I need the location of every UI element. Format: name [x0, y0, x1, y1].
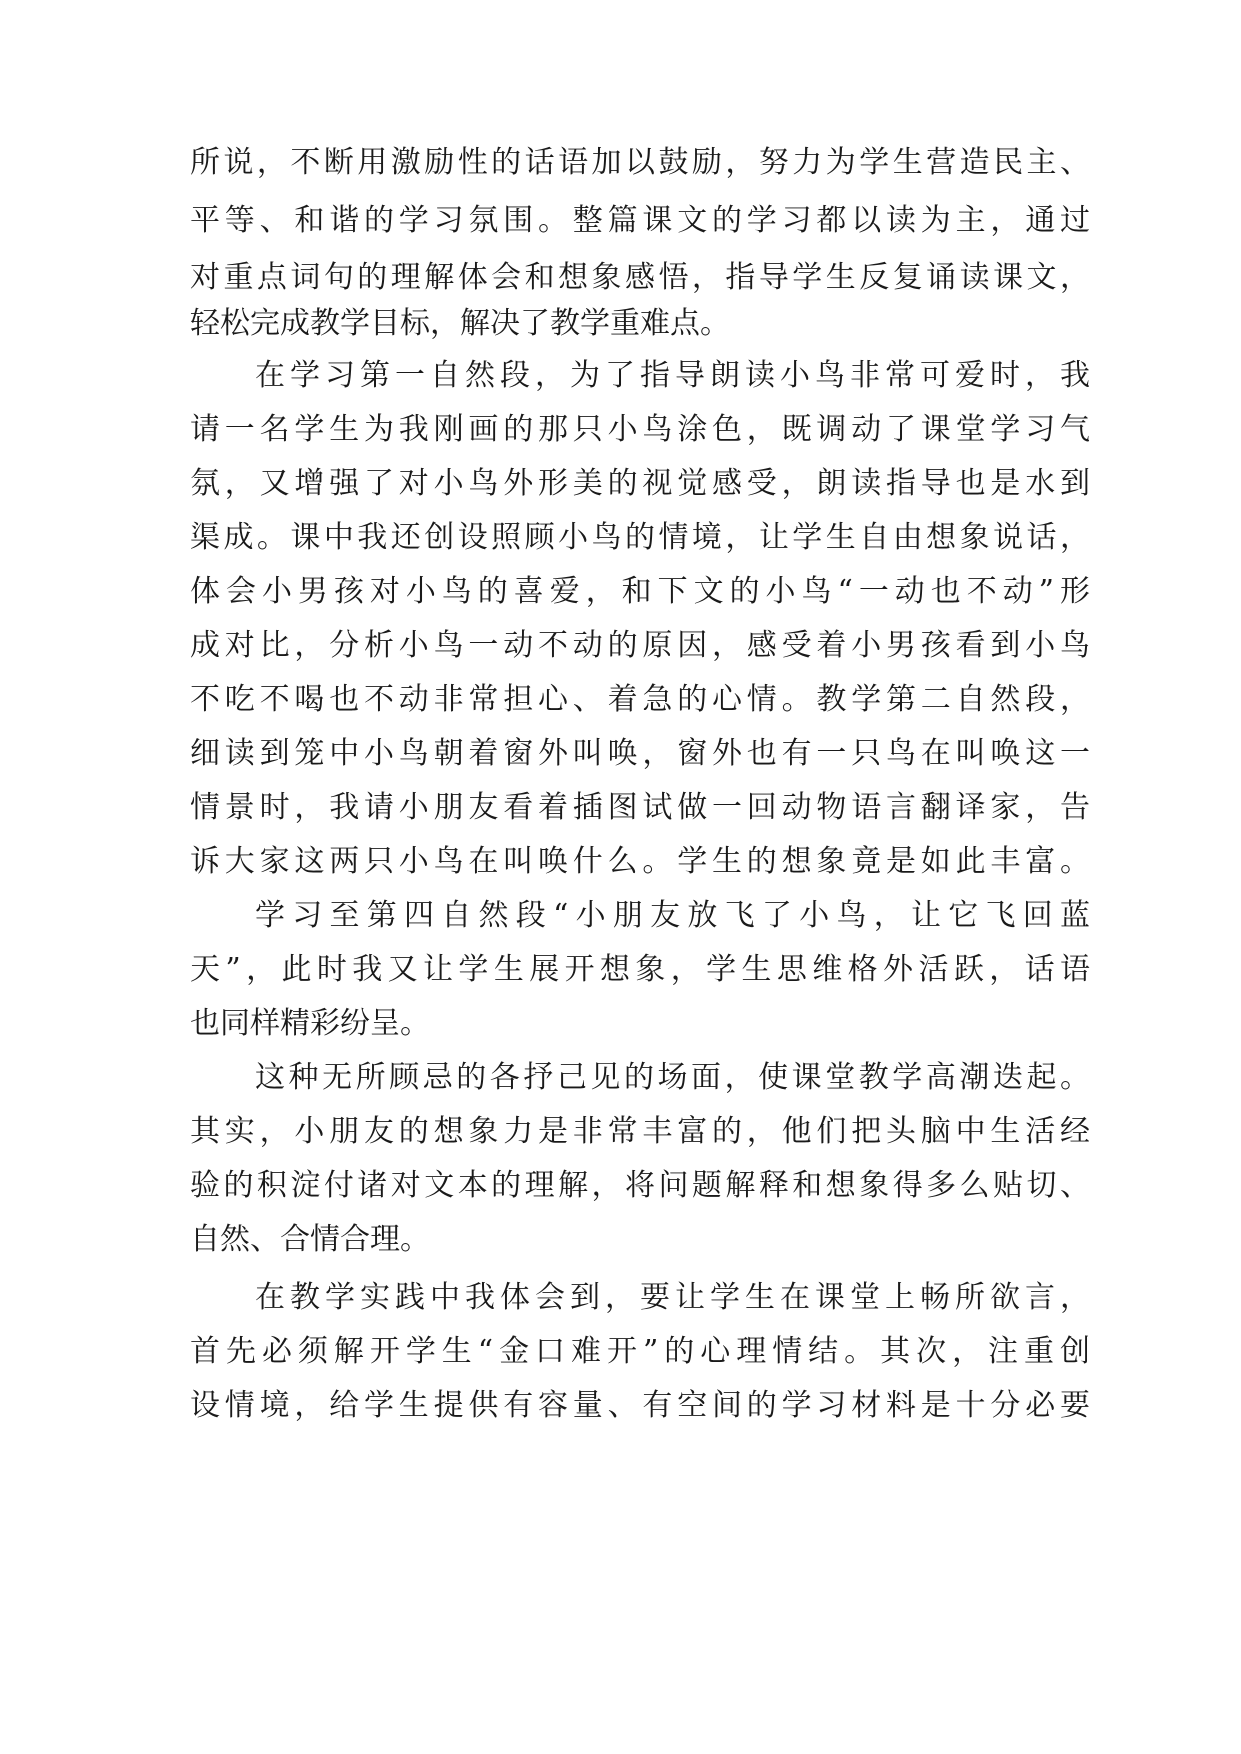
text-line: 渠成。课中我还创设照顾小鸟的情境，让学生自由想象说话， — [190, 520, 1090, 555]
text-line: 平等、和谐的学习氛围。整篇课文的学习都以读为主，通过 — [190, 203, 1090, 238]
text-line: 学习至第四自然段“小朋友放飞了小鸟，让它飞回蓝 — [255, 898, 1090, 933]
text-line: 在学习第一自然段，为了指导朗读小鸟非常可爱时，我 — [255, 358, 1090, 393]
text-line: 也同样精彩纷呈。 — [190, 1006, 430, 1041]
text-line: 轻松完成教学目标，解决了教学重难点。 — [190, 306, 730, 341]
text-line: 验的积淀付诸对文本的理解，将问题解释和想象得多么贴切、 — [190, 1168, 1090, 1203]
text-line: 所说，不断用激励性的话语加以鼓励，努力为学生营造民主、 — [190, 145, 1090, 180]
text-line: 情景时，我请小朋友看着插图试做一回动物语言翻译家，告 — [190, 790, 1090, 825]
text-line: 首先必须解开学生“金口难开”的心理情结。其次，注重创 — [190, 1334, 1090, 1369]
text-line: 这种无所顾忌的各抒己见的场面，使课堂教学高潮迭起。 — [255, 1060, 1090, 1095]
text-line: 细读到笼中小鸟朝着窗外叫唤，窗外也有一只鸟在叫唤这一 — [190, 736, 1090, 771]
text-line: 对重点词句的理解体会和想象感悟，指导学生反复诵读课文， — [190, 260, 1090, 295]
text-line: 设情境，给学生提供有容量、有空间的学习材料是十分必要 — [190, 1388, 1090, 1423]
text-line: 氛，又增强了对小鸟外形美的视觉感受，朗读指导也是水到 — [190, 466, 1090, 501]
text-line: 天”，此时我又让学生展开想象，学生思维格外活跃，话语 — [190, 952, 1090, 987]
text-line: 不吃不喝也不动非常担心、着急的心情。教学第二自然段， — [190, 682, 1090, 717]
text-line: 请一名学生为我刚画的那只小鸟涂色，既调动了课堂学习气 — [190, 412, 1090, 447]
text-line: 其实，小朋友的想象力是非常丰富的，他们把头脑中生活经 — [190, 1114, 1090, 1149]
text-line: 成对比，分析小鸟一动不动的原因，感受着小男孩看到小鸟 — [190, 628, 1090, 663]
text-line: 诉大家这两只小鸟在叫唤什么。学生的想象竟是如此丰富。 — [190, 844, 1090, 879]
text-line: 在教学实践中我体会到，要让学生在课堂上畅所欲言， — [255, 1280, 1090, 1315]
text-line: 体会小男孩对小鸟的喜爱，和下文的小鸟“一动也不动”形 — [190, 574, 1090, 609]
text-line: 自然、合情合理。 — [190, 1222, 430, 1257]
